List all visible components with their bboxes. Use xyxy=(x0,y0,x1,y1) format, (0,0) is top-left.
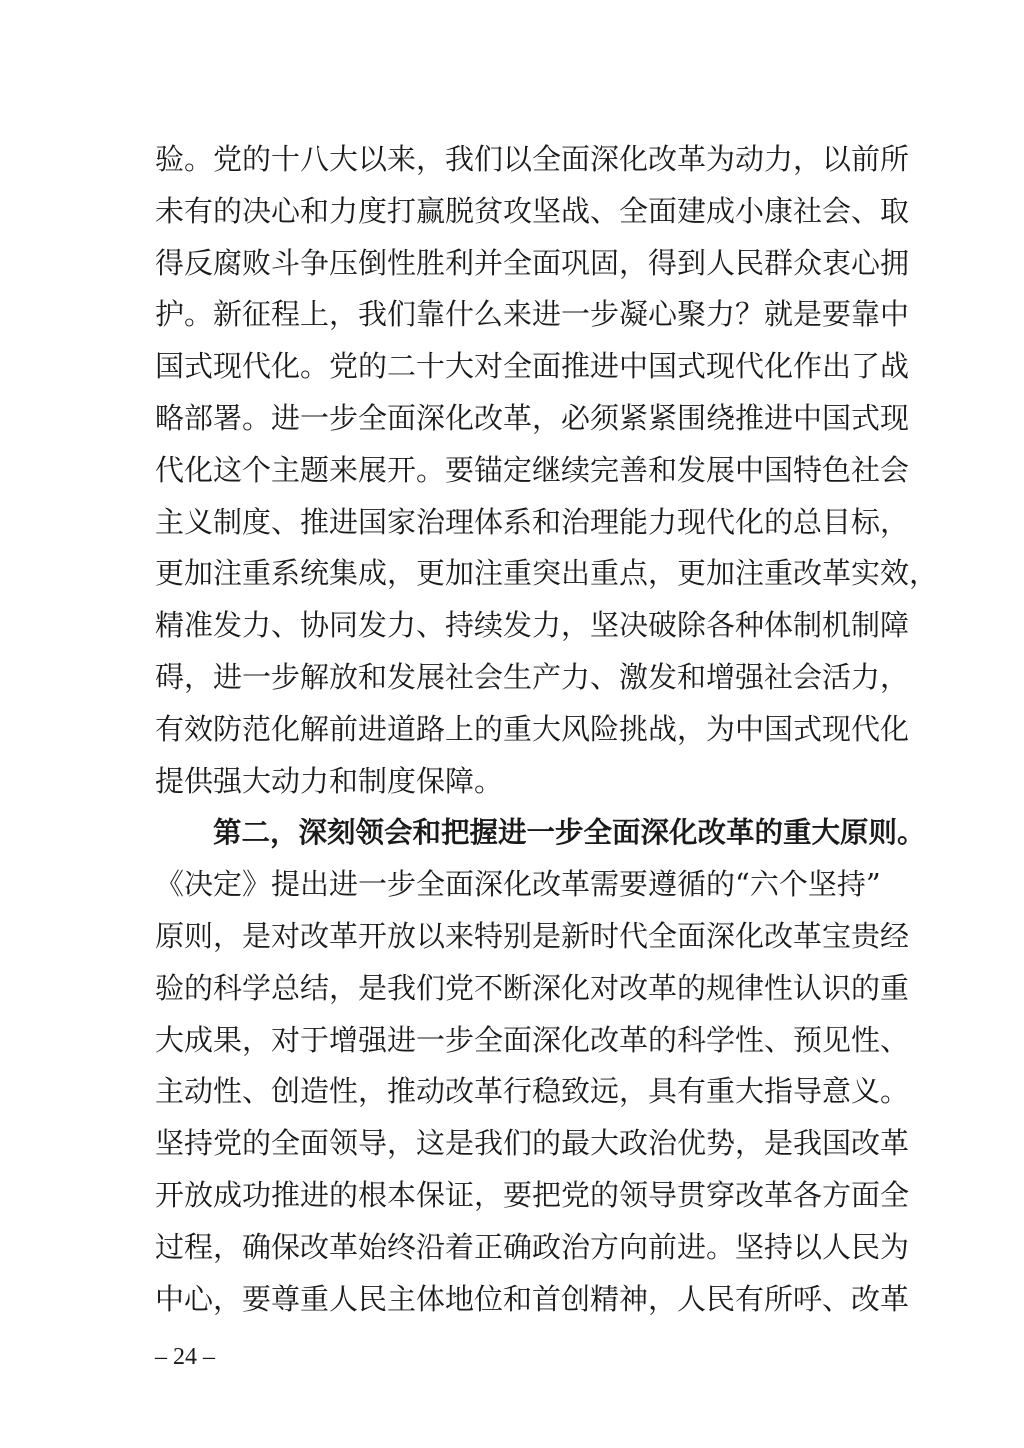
text-line: 护。新征程上，我们靠什么来进一步凝心聚力？就是要靠中 xyxy=(155,297,910,332)
text-line: 主义制度、推进国家治理体系和治理能力现代化的总目标， xyxy=(155,504,910,539)
text-line: 开放成功推进的根本保证，要把党的领导贯穿改革各方面全 xyxy=(155,1177,910,1212)
text-line: 更加注重系统集成，更加注重突出重点，更加注重改革实效， xyxy=(155,556,939,591)
text-line: 碍，进一步解放和发展社会生产力、激发和增强社会活力， xyxy=(155,659,910,694)
text-line: 过程，确保改革始终沿着正确政治方向前进。坚持以人民为 xyxy=(155,1229,910,1264)
section-heading: 第二，深刻领会和把握进一步全面深化改革的重大原则。 xyxy=(213,816,926,850)
text-line: 大成果，对于增强进一步全面深化改革的科学性、预见性、 xyxy=(155,1022,910,1057)
text-line: 中心，要尊重人民主体地位和首创精神，人民有所呼、改革 xyxy=(155,1281,910,1316)
text-line: 提供强大动力和制度保障。 xyxy=(155,763,504,798)
text-line: 精准发力、协同发力、持续发力，坚决破除各种体制机制障 xyxy=(155,608,910,643)
text-line: 代化这个主题来展开。要锚定继续完善和发展中国特色社会 xyxy=(155,452,910,487)
body-text xyxy=(155,134,939,1325)
page-number: – 24 – xyxy=(155,1344,215,1370)
text-line: 坚持党的全面领导，这是我们的最大政治优势，是我国改革 xyxy=(155,1126,910,1161)
text-line: 略部署。进一步全面深化改革，必须紧紧围绕推进中国式现 xyxy=(155,400,910,435)
text-line: 验。党的十八大以来，我们以全面深化改革为动力，以前所 xyxy=(155,142,910,176)
text-line: 有效防范化解前进道路上的重大风险挑战，为中国式现代化 xyxy=(155,711,910,746)
text-line: 《决定》提出进一步全面深化改革需要遵循的“六个坚持” xyxy=(155,867,881,902)
text-line: 国式现代化。党的二十大对全面推进中国式现代化作出了战 xyxy=(155,349,910,384)
text-line: 未有的决心和力度打赢脱贫攻坚战、全面建成小康社会、取 xyxy=(155,193,910,228)
text-line: 原则，是对改革开放以来特别是新时代全面深化改革宝贵经 xyxy=(155,918,910,953)
text-line: 得反腐败斗争压倒性胜利并全面巩固，得到人民群众衷心拥 xyxy=(155,245,910,280)
text-line: 主动性、创造性，推动改革行稳致远，具有重大指导意义。 xyxy=(155,1074,910,1109)
text-line: 验的科学总结，是我们党不断深化对改革的规律性认识的重 xyxy=(155,970,910,1005)
